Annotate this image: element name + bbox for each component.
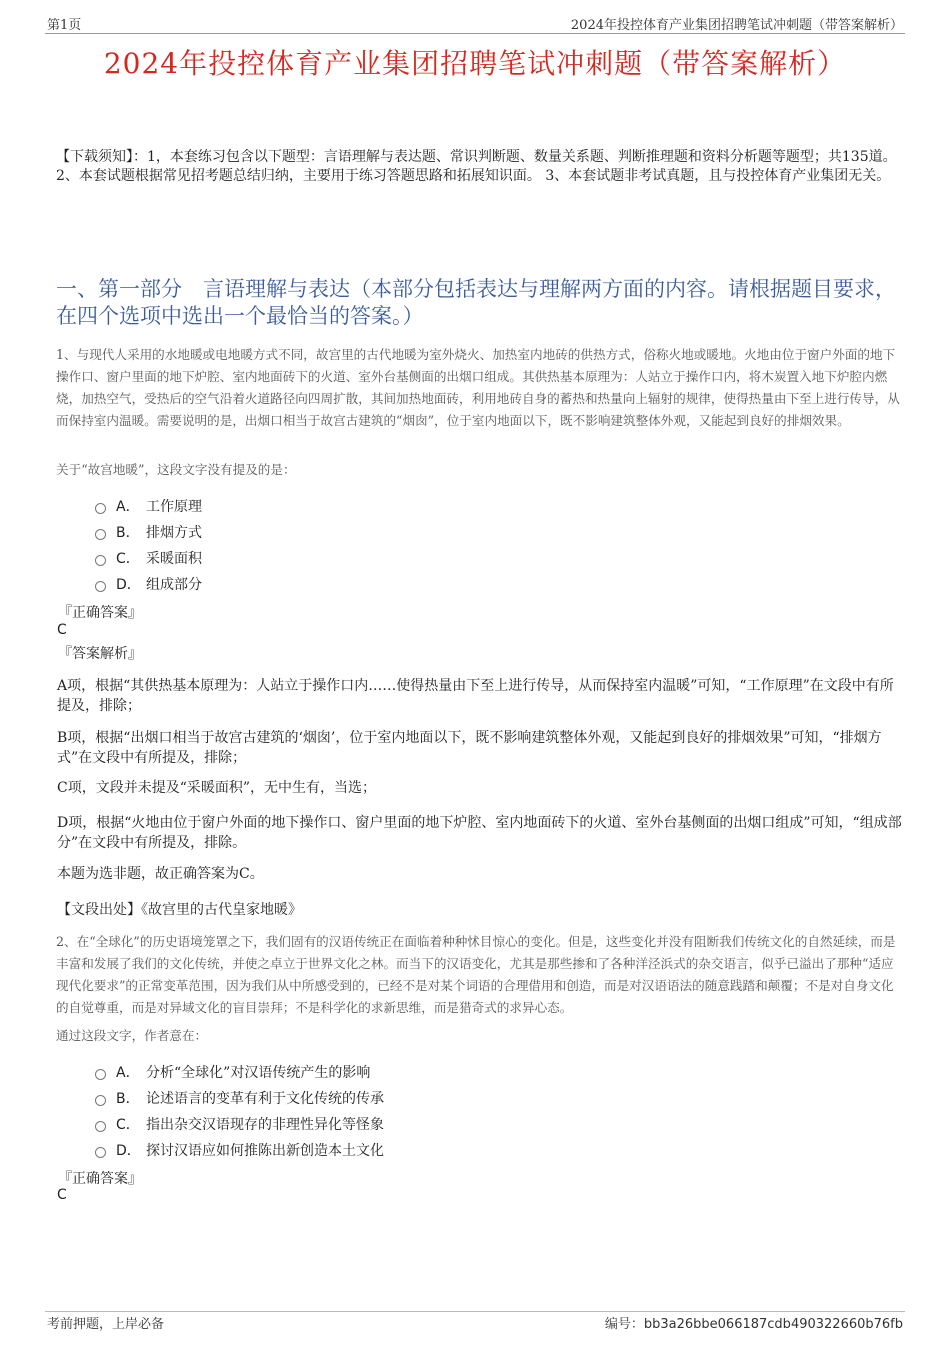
option-text: 探讨汉语应如何推陈出新创造本土文化	[146, 1143, 384, 1159]
option-text: 指出杂交汉语现存的非理性异化等怪象	[146, 1117, 384, 1133]
analysis-option-b: B项，根据“出烟口相当于故宫古建筑的‘烟囱’，位于室内地面以下，既不影响建筑整体外观，又能起到良好的排烟效果”可知，“排烟方式”在文段中有所提及，排除；	[57, 730, 882, 766]
analysis-conclusion: 本题为选非题，故正确答案为C。	[57, 866, 264, 882]
question-2-text: 2、在“全球化”的历史语境笼罩之下，我们固有的汉语传统正在面临着种种怵目惊心的变化。但是，这些变化并没有阻断我们传统文化的自然延续，而是丰富和发展了我们的文化传统，并使之卓立于世界文化之林。而当下的汉语变化，尤其是那些掺和了各种洋泾浜式的杂交语言，似乎已溢出了那种“适应现代化要求”的正常变革范围，因为我们从中所感受到的，已经不是对某个词语的合理借用和创造，而是对汉语语法的随意践踏和颠覆；不是对自身文化的自觉尊重，而是对异域文化的盲目崇拜；不是科学化的求新思维，而是猎奇式的求异心态。	[56, 934, 896, 1015]
footer-divider	[45, 1311, 905, 1312]
radio-icon[interactable]	[95, 529, 106, 540]
option-c[interactable]	[95, 1111, 595, 1137]
header-divider	[45, 33, 905, 34]
option-letter: B．	[116, 1091, 140, 1107]
analysis-label: 『答案解析』	[58, 646, 142, 662]
question-2-prompt: 通过这段文字，作者意在：	[56, 1028, 208, 1043]
option-text: 工作原理	[146, 499, 202, 515]
option-letter: B．	[116, 525, 140, 541]
correct-answer: C	[57, 622, 67, 638]
question-1-options	[95, 493, 595, 597]
text-source: 【文段出处】《故宫里的古代皇家地暖》	[57, 902, 302, 918]
question-2-options	[95, 1059, 595, 1163]
footer-code-value: bb3a26bbe066187cdb490322660b76fb	[643, 1317, 903, 1332]
option-c[interactable]	[95, 545, 595, 571]
radio-icon[interactable]	[95, 581, 106, 592]
analysis-option-d: D项，根据“火地由位于窗户外面的地下操作口、窗户里面的地下炉腔、室内地面砖下的火道、室外台基侧面的出烟口组成”可知，“组成部分”在文段中有所提及，排除。	[57, 815, 902, 851]
option-text: 分析“全球化”对汉语传统产生的影响	[146, 1065, 371, 1081]
option-a[interactable]	[95, 493, 595, 519]
radio-icon[interactable]	[95, 503, 106, 514]
question-1-text: 1、与现代人采用的水地暖或电地暖方式不同，故宫里的古代地暖为室外烧火、加热室内地砖的供热方式，俗称火地或暖地。火地由位于窗户外面的地下操作口、窗户里面的地下炉腔、室内地面砖下的火道、室外台基侧面的出烟口组成。其供热基本原理为：人站立于操作口内，将木炭置入地下炉腔内燃烧，加热空气，受热后的空气沿着火道路径向四周扩散，其间加热地面砖，利用地砖自身的蓄热和热量向上辐射的规律，使得热量由下至上进行传导，从而保持室内温暖。需要说明的是，出烟口相当于故宫古建筑的“烟囱”，位于室内地面以下，既不影响建筑整体外观，又能起到良好的排烟效果。	[56, 347, 900, 428]
header-doc-title: 2024年投控体育产业集团招聘笔试冲刺题（带答案解析）	[570, 18, 903, 33]
page-title: 2024年投控体育产业集团招聘笔试冲刺题（带答案解析）	[103, 47, 847, 80]
option-text: 采暖面积	[146, 551, 202, 567]
question-1-prompt: 关于“故宫地暖”，这段文字没有提及的是：	[56, 462, 296, 477]
option-a[interactable]	[95, 1059, 595, 1085]
footer-code	[605, 1313, 903, 1332]
option-d[interactable]	[95, 1137, 595, 1163]
option-letter: D．	[116, 577, 141, 593]
option-letter: A．	[116, 499, 140, 515]
analysis-option-a: A项，根据“其供热基本原理为：人站立于操作口内……使得热量由下至上进行传导，从而保持室内温暖”可知，“工作原理”在文段中有所提及，排除；	[57, 678, 894, 714]
option-text: 论述语言的变革有利于文化传统的传承	[146, 1091, 384, 1107]
option-b[interactable]	[95, 519, 595, 545]
download-notice: 【下载须知】：1，本套练习包含以下题型：言语理解与表达题、常识判断题、数量关系题、判断推理题和资料分析题等题型；共135道。 2、本套试题根据常见招考题总结归纳，主要用于练习答题思路和拓展知识面。 3、本套试题非考试真题，且与投控体育产业集团无关。	[56, 149, 897, 184]
radio-icon[interactable]	[95, 555, 106, 566]
radio-icon[interactable]	[95, 1121, 106, 1132]
analysis-option-c: C项，文段并未提及“采暖面积”，无中生有，当选；	[57, 780, 377, 796]
correct-answer-label: 『正确答案』	[58, 1171, 142, 1187]
footer-code-label: 编号：	[604, 1317, 644, 1332]
option-text: 组成部分	[146, 577, 202, 593]
correct-answer-label: 『正确答案』	[58, 605, 142, 621]
section-heading: 一、第一部分 言语理解与表达（本部分包括表达与理解两方面的内容。请根据题目要求，在四个选项中选出一个最恰当的答案。）	[56, 277, 896, 328]
radio-icon[interactable]	[95, 1095, 106, 1106]
option-letter: C．	[116, 551, 140, 567]
option-b[interactable]	[95, 1085, 595, 1111]
option-text: 排烟方式	[146, 525, 202, 541]
option-letter: A．	[116, 1065, 140, 1081]
radio-icon[interactable]	[95, 1069, 106, 1080]
option-letter: D．	[116, 1143, 141, 1159]
page-number: 第1页	[47, 18, 82, 33]
option-letter: C．	[116, 1117, 140, 1133]
correct-answer: C	[57, 1187, 67, 1203]
option-d[interactable]	[95, 571, 595, 597]
radio-icon[interactable]	[95, 1147, 106, 1158]
footer-slogan: 考前押题，上岸必备	[47, 1317, 165, 1332]
